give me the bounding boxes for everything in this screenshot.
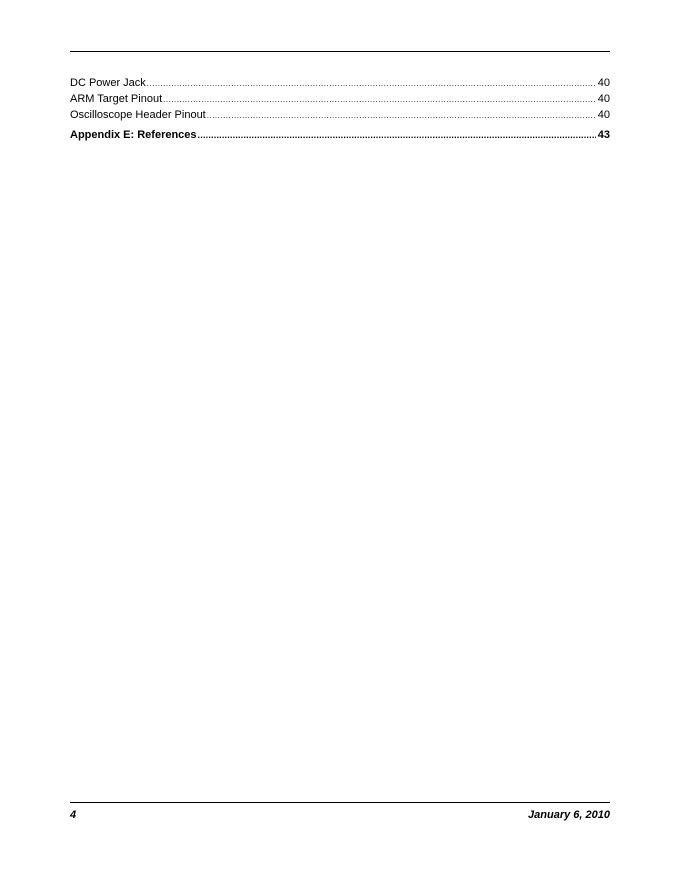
dot-leader	[198, 127, 596, 143]
table-of-contents	[70, 75, 610, 143]
toc-entry-label: Appendix E: References	[70, 129, 197, 141]
toc-entry-page: 40	[597, 93, 610, 105]
toc-entry-label: DC Power Jack	[70, 77, 146, 89]
toc-entry-arm-target-pinout[interactable]	[70, 91, 610, 107]
toc-entry-page: 43	[597, 129, 610, 141]
toc-entry-page: 40	[597, 109, 610, 121]
toc-entry-dc-power-jack[interactable]	[70, 75, 610, 91]
footer-page-number: 4	[70, 809, 77, 821]
toc-entry-label: ARM Target Pinout	[70, 93, 163, 105]
footer-date: January 6, 2010	[528, 809, 610, 821]
dot-leader	[147, 76, 596, 91]
header-rule	[70, 51, 610, 52]
page-footer	[70, 808, 610, 822]
footer-rule	[70, 802, 610, 803]
dot-leader	[207, 108, 596, 123]
dot-leader	[163, 92, 596, 107]
toc-entry-label: Oscilloscope Header Pinout	[70, 109, 206, 121]
toc-entry-page: 40	[597, 77, 610, 89]
toc-entry-oscilloscope-header-pinout[interactable]	[70, 107, 610, 123]
toc-entry-appendix-e-references[interactable]	[70, 127, 610, 143]
